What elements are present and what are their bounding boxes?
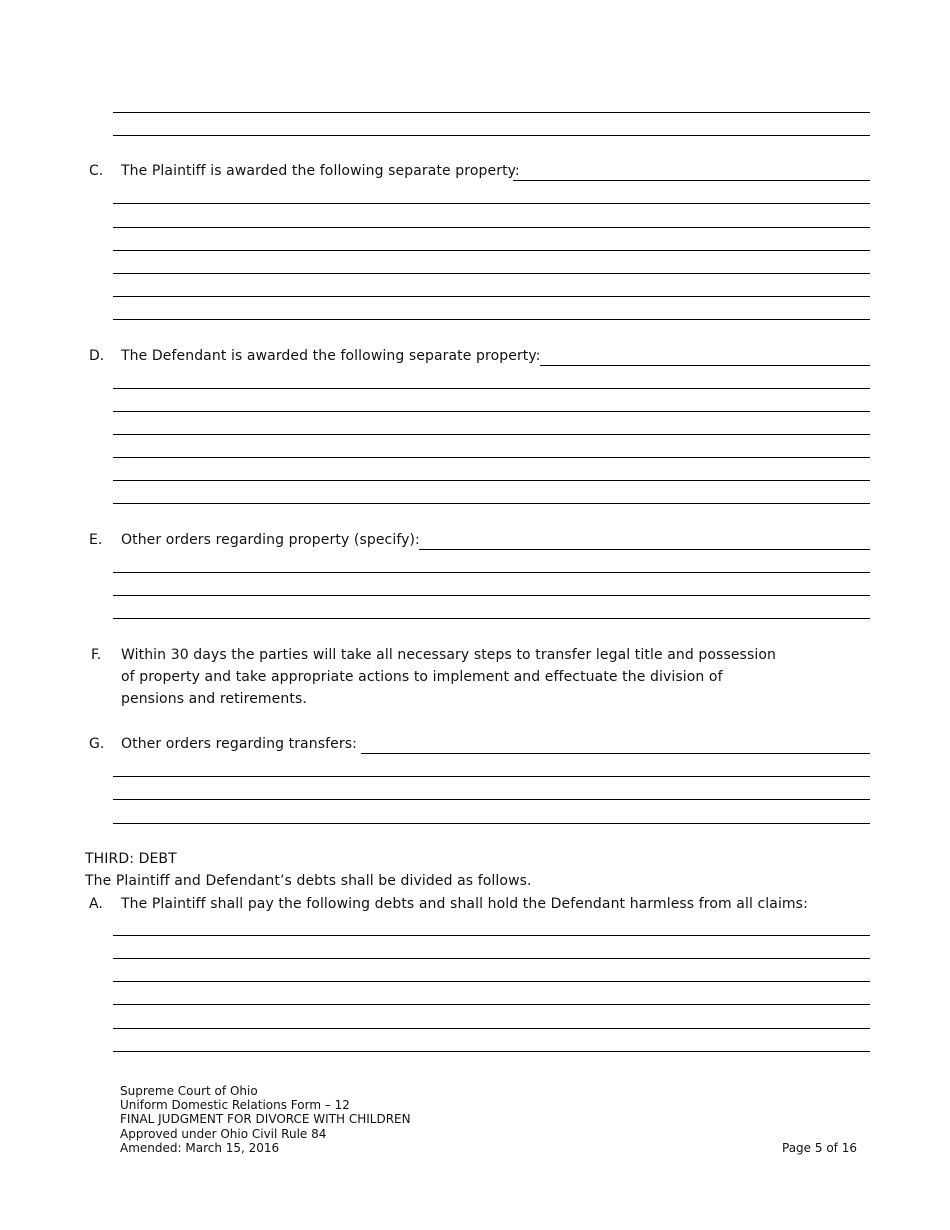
fill-line[interactable] — [113, 388, 870, 389]
section-d-label: The Defendant is awarded the following separate property: — [121, 348, 541, 364]
fill-line[interactable] — [113, 273, 870, 274]
section-e-label: Other orders regarding property (specify): — [121, 532, 420, 548]
fill-line[interactable] — [113, 1028, 870, 1029]
fill-line[interactable] — [113, 250, 870, 251]
third-a-marker: A. — [89, 896, 103, 912]
section-e-marker: E. — [89, 532, 103, 548]
fill-line[interactable] — [113, 958, 870, 959]
section-c-inline-field[interactable] — [513, 180, 870, 181]
section-c-label: The Plaintiff is awarded the following separate property: — [121, 163, 520, 179]
footer-title: FINAL JUDGMENT FOR DIVORCE WITH CHILDREN — [120, 1112, 411, 1126]
section-g-inline-field[interactable] — [361, 753, 870, 754]
third-debt-heading: THIRD: DEBT — [85, 851, 177, 867]
section-d-inline-field[interactable] — [540, 365, 870, 366]
fill-line[interactable] — [113, 112, 870, 113]
fill-line[interactable] — [113, 227, 870, 228]
footer-court: Supreme Court of Ohio — [120, 1084, 258, 1098]
third-a-label: The Plaintiff shall pay the following debts and shall hold the Defendant harmless from all claims: — [121, 896, 808, 912]
fill-line[interactable] — [113, 823, 870, 824]
fill-line[interactable] — [113, 572, 870, 573]
fill-line[interactable] — [113, 799, 870, 800]
footer-approved: Approved under Ohio Civil Rule 84 — [120, 1127, 327, 1141]
section-f-text: Within 30 days the parties will take all necessary steps to transfer legal title and possession of property and take appropriate actions to implement and effectuate the division of pensions and retirements. — [121, 647, 776, 707]
section-g-label: Other orders regarding transfers: — [121, 736, 357, 752]
fill-line[interactable] — [113, 296, 870, 297]
fill-line[interactable] — [113, 411, 870, 412]
footer-form: Uniform Domestic Relations Form – 12 — [120, 1098, 350, 1112]
fill-line[interactable] — [113, 503, 870, 504]
fill-line[interactable] — [113, 776, 870, 777]
fill-line[interactable] — [113, 457, 870, 458]
fill-line[interactable] — [113, 618, 870, 619]
fill-line[interactable] — [113, 319, 870, 320]
fill-line[interactable] — [113, 595, 870, 596]
footer-amended: Amended: March 15, 2016 — [120, 1141, 280, 1155]
fill-line[interactable] — [113, 135, 870, 136]
fill-line[interactable] — [113, 434, 870, 435]
fill-line[interactable] — [113, 480, 870, 481]
page-number: Page 5 of 16 — [782, 1141, 857, 1155]
fill-line[interactable] — [113, 203, 870, 204]
section-e-inline-field[interactable] — [419, 549, 870, 550]
section-d-marker: D. — [89, 348, 105, 364]
section-f-marker: F. — [91, 647, 102, 663]
fill-line[interactable] — [113, 1004, 870, 1005]
section-g-marker: G. — [89, 736, 105, 752]
section-c-marker: C. — [89, 163, 104, 179]
fill-line[interactable] — [113, 935, 870, 936]
fill-line[interactable] — [113, 1051, 870, 1052]
third-debt-intro: The Plaintiff and Defendant’s debts shall be divided as follows. — [85, 873, 532, 889]
fill-line[interactable] — [113, 981, 870, 982]
